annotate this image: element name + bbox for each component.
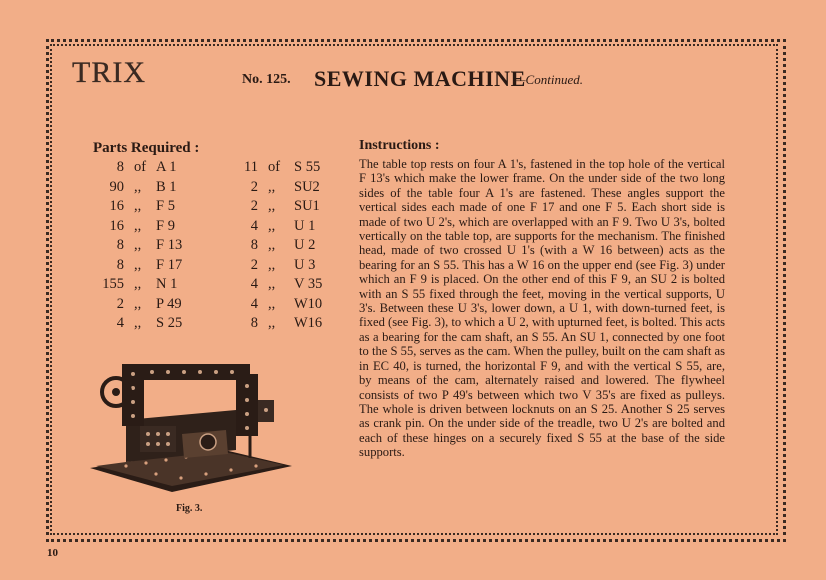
part-quantity: 8 (250, 315, 258, 331)
part-of: ,, (134, 315, 142, 331)
part-code: N 1 (156, 276, 178, 292)
part-code: B 1 (156, 178, 177, 195)
part-quantity: 2 (250, 198, 258, 214)
part-of: of (268, 159, 281, 175)
part-of: ,, (268, 178, 276, 195)
instructions-text: The table top rests on four A 1's, fastened in the top hole of the vertical F 13's which make the lower frame. On the under side of the two long sides of the table four A 1's are fastened. These angles support the vertical sides each made of one F 17 and one F 5. Each short side is made of two U 2's, which are overlapped with an F 9. Two U 3's, bolted vertically on the table top, are supports for the mechanism. The finished head, made of two crossed U 1's (with a W 16 between) acts as the bearing for an S 55. This has a W 16 on the upper end (see Fig. 3) under which an F 9 is placed. On the other end of this F 9, an SU 2 is bolted with an S 55 fixed through the feet, moving in the vertical supports, U 3's. Between these U 3's, lower down, a U 1, with down-turned feet, is fixed (see Fig. 3), to which a U 2, with upturned feet, is bolted. This acts as a bearing for the cam shaft, an S 55. An SU 1, connected by one foot to the S 55, serves as the cam. When the pulley, built on the cam shaft as in EC 40, is turned, the horizontal F 9, and with the vertical S 55, are, by means of the cam, alternately raised and lowered. The flywheel consists of two P 49's between which two V 35's are fixed as pulleys. The whole is driven between locknuts on an S 25. Another S 25 serves as crank pin. On the under side of the treadle, two U 2's are bolted and each of these hinges on a securely fixed S 55 at the base of the side supports. (359, 157, 725, 460)
part-code: F 17 (156, 256, 183, 273)
part-quantity: 155 (102, 276, 124, 292)
parts-row (88, 158, 334, 178)
title-suffix: —Continued. (514, 72, 583, 87)
parts-row (88, 314, 334, 334)
part-of: ,, (268, 276, 276, 292)
instructions-heading: Instructions : (359, 138, 440, 153)
part-code: S 25 (156, 315, 183, 331)
part-of: ,, (268, 237, 276, 253)
part-code: F 9 (156, 217, 175, 234)
part-of: ,, (268, 198, 276, 214)
part-code: A 1 (156, 159, 177, 175)
part-quantity: 2 (250, 256, 258, 273)
parts-table (88, 158, 334, 334)
part-code: P 49 (156, 295, 182, 312)
part-quantity: 8 (116, 237, 124, 253)
part-code: W16 (294, 315, 323, 331)
part-of: ,, (134, 178, 142, 195)
part-quantity: 90 (109, 178, 124, 195)
part-of: ,, (268, 315, 276, 331)
parts-row (88, 295, 334, 315)
part-of: ,, (134, 276, 142, 292)
sewing-machine-illustration (86, 350, 294, 500)
part-quantity: 8 (250, 237, 258, 253)
part-quantity: 4 (250, 276, 258, 292)
part-of: ,, (134, 217, 142, 234)
part-quantity: 11 (244, 159, 258, 175)
part-code: U 2 (294, 237, 316, 253)
part-of: ,, (134, 237, 142, 253)
part-of: ,, (268, 256, 276, 273)
parts-row (88, 236, 334, 256)
part-code: F 13 (156, 237, 183, 253)
part-of: of (134, 159, 147, 175)
part-quantity: 16 (109, 217, 124, 234)
part-code: SU2 (294, 178, 320, 195)
part-quantity: 2 (250, 178, 258, 195)
parts-row (88, 178, 334, 198)
part-quantity: 16 (109, 198, 124, 214)
part-of: ,, (268, 295, 276, 312)
model-number: No. 125. (242, 72, 291, 87)
parts-heading: Parts Required : (93, 140, 200, 156)
parts-row (88, 197, 334, 217)
brand-logo: TRIX (72, 56, 146, 89)
part-quantity: 4 (250, 295, 258, 312)
part-code: W10 (294, 295, 323, 312)
part-quantity: 4 (250, 217, 258, 234)
figure-caption: Fig. 3. (176, 503, 203, 514)
part-code: S 55 (294, 159, 321, 175)
part-quantity: 2 (116, 295, 124, 312)
parts-row (88, 275, 334, 295)
parts-row (88, 217, 334, 237)
part-quantity: 8 (116, 256, 124, 273)
part-code: V 35 (294, 276, 323, 292)
part-code: F 5 (156, 198, 175, 214)
part-of: ,, (134, 198, 142, 214)
part-code: U 3 (294, 256, 316, 273)
page-number: 10 (47, 547, 58, 559)
part-code: U 1 (294, 217, 316, 234)
part-of: ,, (134, 295, 142, 312)
part-quantity: 8 (116, 159, 124, 175)
part-of: ,, (134, 256, 142, 273)
parts-row (88, 256, 334, 276)
part-of: ,, (268, 217, 276, 234)
part-quantity: 4 (116, 315, 124, 331)
page-title: SEWING MACHINE (314, 66, 526, 91)
part-code: SU1 (294, 198, 320, 214)
